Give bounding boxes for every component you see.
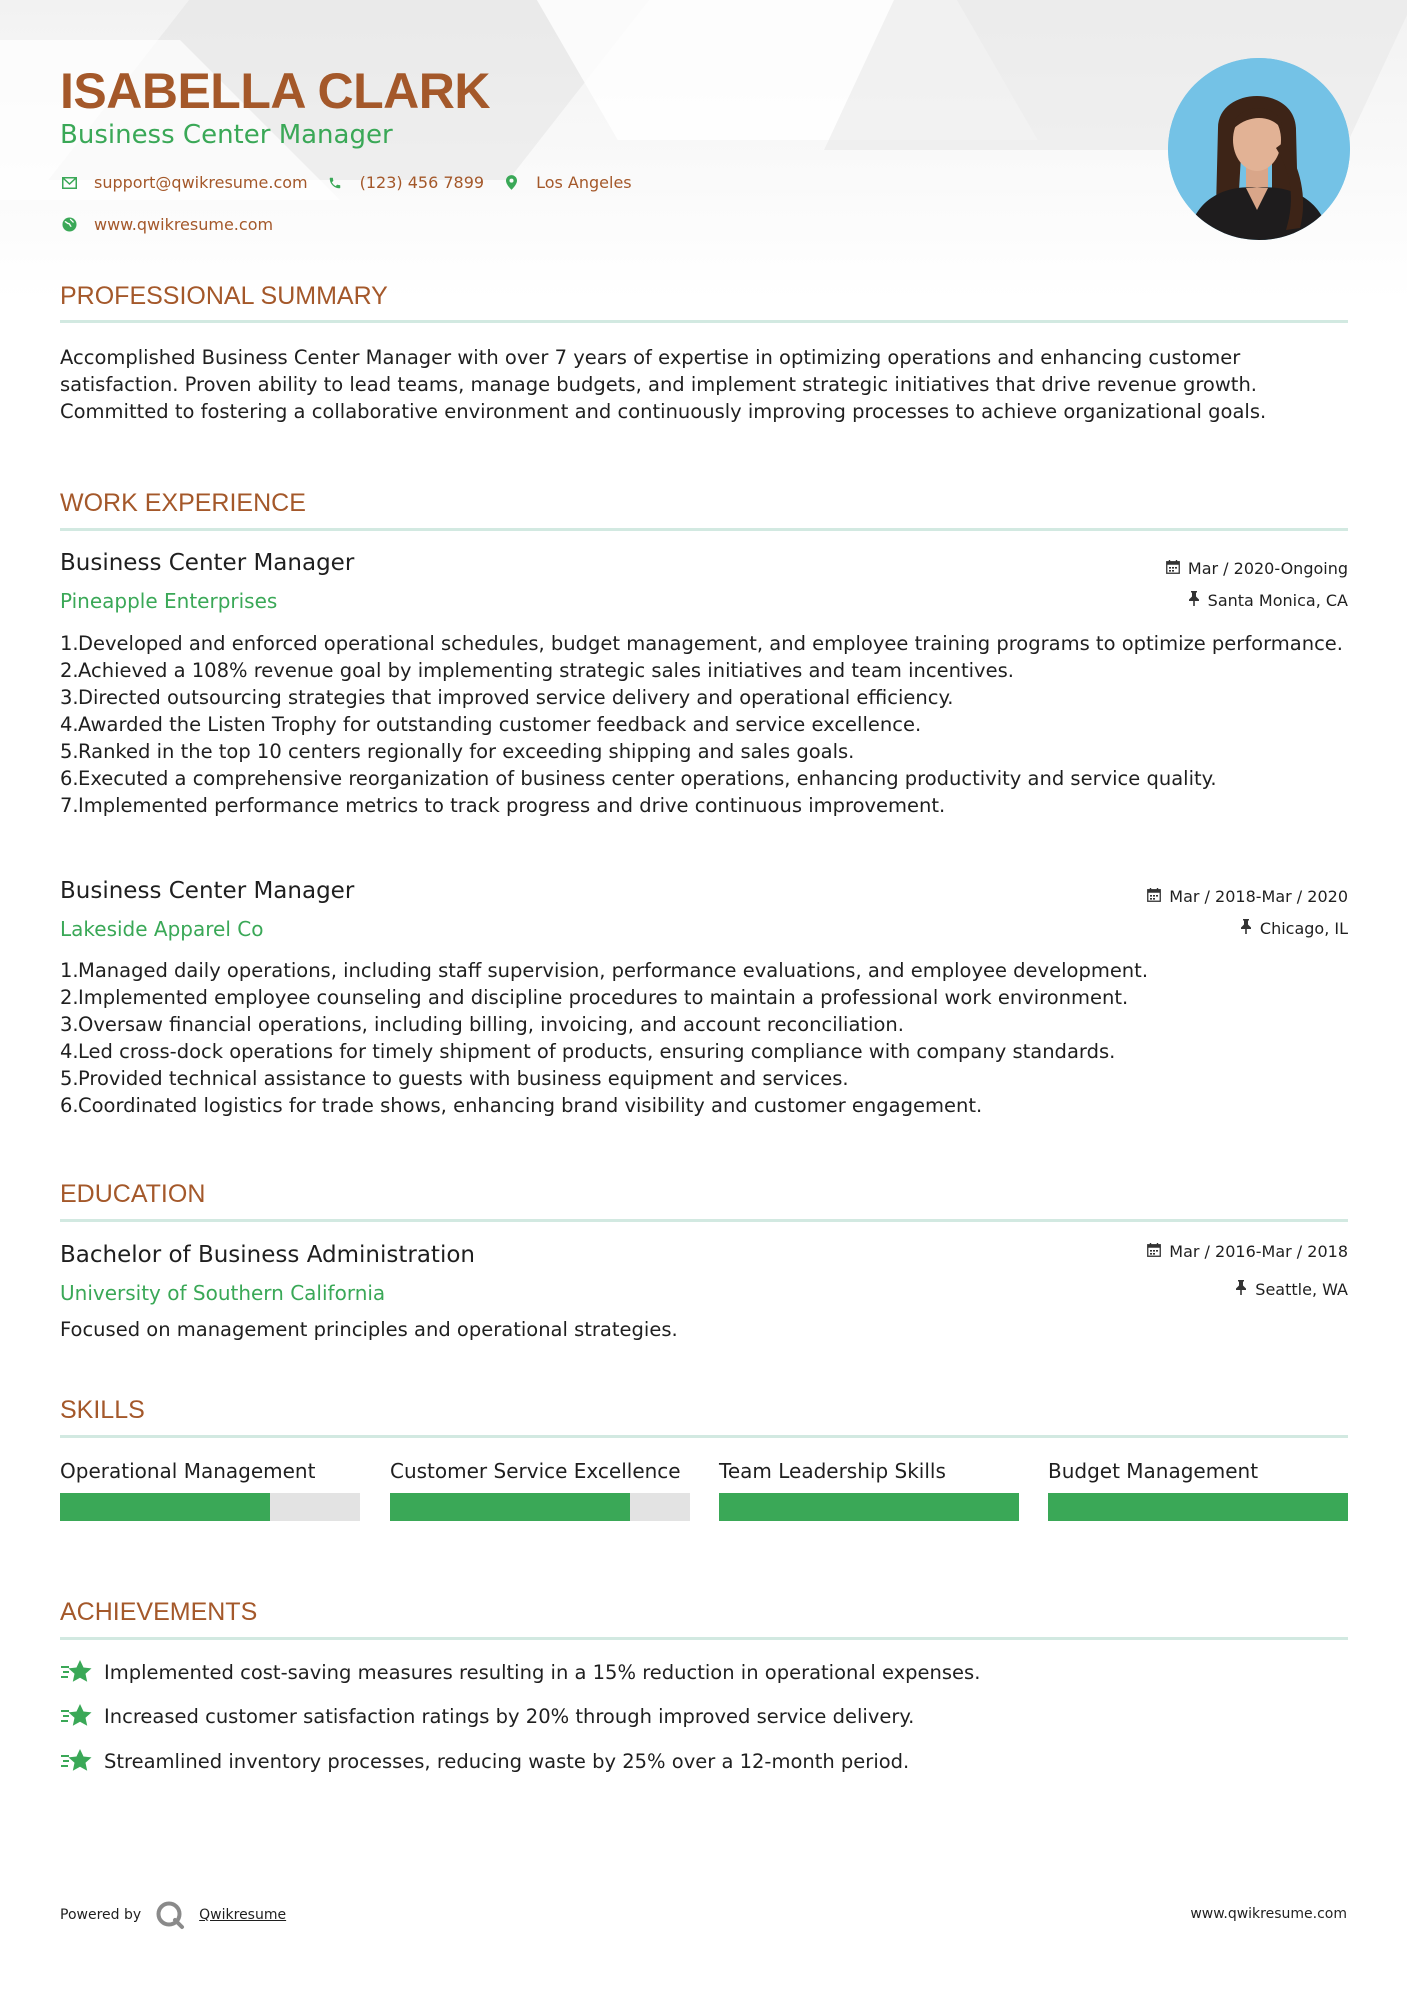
candidate-name: ISABELLA CLARK [60,63,491,119]
list-item: 7. Implemented performance metrics to track progress and drive continuous improvement. [60,794,946,817]
achievements-heading: ACHIEVEMENTS [60,1598,258,1626]
education-dates-text: Mar / 2016-Mar / 2018 [1169,1242,1348,1261]
job-location [1188,591,1348,610]
job-location-text: Santa Monica, CA [1207,591,1348,610]
education-location [1235,1280,1348,1299]
contact-row-web [60,215,291,234]
achievements-divider [60,1637,1348,1640]
achievement-text: Streamlined inventory processes, reducing waste by 25% over a 12-month period. [104,1749,910,1773]
achievement-item [60,1658,980,1686]
education-heading: EDUCATION [60,1180,206,1208]
pushpin-icon [1188,591,1200,610]
skill-name: Budget Management [1048,1459,1259,1483]
job-location-text: Chicago, IL [1259,919,1348,938]
summary-text: Accomplished Business Center Manager with over 7 years of expertise in optimizing operations and enhancing customer satisfaction. Proven ability to lead teams, manage budgets, and implement strategic initiatives that drive revenue growth. Committed to fostering a collaborative environment and continuously improving processes to achieve organizational goals. [60,346,1267,423]
skill-bar [1048,1493,1348,1521]
calendar-icon [1147,1243,1161,1261]
education-dates [1147,1242,1348,1261]
star-icon [60,1658,94,1686]
list-item: 6. Coordinated logistics for trade shows, enhancing brand visibility and customer engagement. [60,1094,983,1117]
job-title: Business Center Manager [60,550,355,576]
qwikresume-link[interactable]: Qwikresume [199,1907,287,1923]
phone-contact[interactable] [326,173,484,192]
star-icon [60,1702,94,1730]
education-divider [60,1219,1348,1222]
job-dates-text: Mar / 2018-Mar / 2020 [1169,887,1348,906]
list-item: 4. Led cross-dock operations for timely shipment of products, ensuring compliance with company standards. [60,1040,1116,1063]
skill-name: Operational Management [60,1459,316,1483]
star-icon [60,1747,94,1775]
email-contact[interactable] [60,173,308,192]
job-bullets [60,957,1350,1119]
skill-bar [719,1493,1019,1521]
skill-bar-fill [1048,1493,1348,1521]
skills-divider [60,1435,1348,1438]
skill-name: Customer Service Excellence [390,1459,681,1483]
calendar-icon [1147,888,1161,906]
skill-item [390,1458,690,1521]
skill-name: Team Leadership Skills [719,1459,946,1483]
education-location-text: Seattle, WA [1255,1280,1348,1299]
portrait-illustration [1168,58,1350,240]
list-item: 2. Achieved a 108% revenue goal by implementing strategic sales initiatives and team incentives. [60,659,1014,682]
candidate-title: Business Center Manager [60,120,393,150]
achievement-text: Implemented cost-saving measures resulting in a 15% reduction in operational expenses. [104,1660,981,1684]
education-description: Focused on management principles and operational strategies. [60,1318,678,1341]
calendar-icon [1166,560,1180,578]
job-company: Pineapple Enterprises [60,589,278,613]
skill-bar-fill [719,1493,1019,1521]
skills-heading: SKILLS [60,1396,145,1424]
job-dates-text: Mar / 2020-Ongoing [1187,559,1348,578]
list-item: 6. Executed a comprehensive reorganization of business center operations, enhancing productivity and service quality. [60,767,1217,790]
degree-title: Bachelor of Business Administration [60,1242,475,1268]
qwikresume-logo-icon [155,1900,185,1930]
powered-by-label: Powered by [60,1907,142,1923]
footer-url[interactable]: www.qwikresume.com [1190,1906,1347,1922]
skill-item [719,1458,1019,1521]
list-item: 3. Directed outsourcing strategies that improved service delivery and operational efficiency. [60,686,954,709]
website-text: www.qwikresume.com [94,215,274,234]
pushpin-icon [1235,1280,1247,1299]
job-dates [1147,887,1348,906]
school-name: University of Southern California [60,1281,386,1305]
phone-icon [326,176,344,190]
job-location [1240,919,1348,938]
list-item: 3. Oversaw financial operations, including billing, invoicing, and account reconciliation. [60,1013,904,1036]
list-item: 5. Provided technical assistance to guests with business equipment and services. [60,1067,849,1090]
skill-item [1048,1458,1348,1521]
location-contact [502,173,632,192]
job-bullets [60,630,1350,819]
skill-bar-fill [390,1493,630,1521]
job-company: Lakeside Apparel Co [60,917,264,941]
summary-divider [60,320,1348,323]
list-item: 4. Awarded the Listen Trophy for outstanding customer feedback and service excellence. [60,713,922,736]
skill-item [60,1458,360,1521]
location-text: Los Angeles [536,173,632,192]
email-text: support@qwikresume.com [94,173,308,192]
skill-bar-fill [60,1493,270,1521]
skill-bar [60,1493,360,1521]
profile-photo [1168,58,1350,240]
pushpin-icon [1240,919,1252,938]
achievement-item [60,1747,909,1775]
job-title: Business Center Manager [60,878,355,904]
map-pin-icon [502,175,520,190]
list-item: 2. Implemented employee counseling and discipline procedures to maintain a professional work environment. [60,986,1129,1009]
achievement-text: Increased customer satisfaction ratings by 20% through improved service delivery. [104,1704,915,1728]
skill-bar [390,1493,690,1521]
experience-divider [60,528,1348,531]
job-dates [1166,559,1348,578]
phone-text: (123) 456 7899 [359,173,485,192]
envelope-icon [60,177,78,189]
list-item: 5. Ranked in the top 10 centers regionally for exceeding shipping and sales goals. [60,740,855,763]
website-contact[interactable] [60,215,273,234]
achievement-item [60,1702,914,1730]
list-item: 1. Managed daily operations, including staff supervision, performance evaluations, and employee development. [60,959,1149,982]
contact-row [60,173,650,192]
globe-icon [60,217,78,232]
footer-branding [60,1900,286,1930]
experience-heading: WORK EXPERIENCE [60,489,306,517]
summary-heading: PROFESSIONAL SUMMARY [60,282,388,310]
list-item: 1. Developed and enforced operational schedules, budget management, and employee training programs to optimize performance. [60,632,1344,655]
